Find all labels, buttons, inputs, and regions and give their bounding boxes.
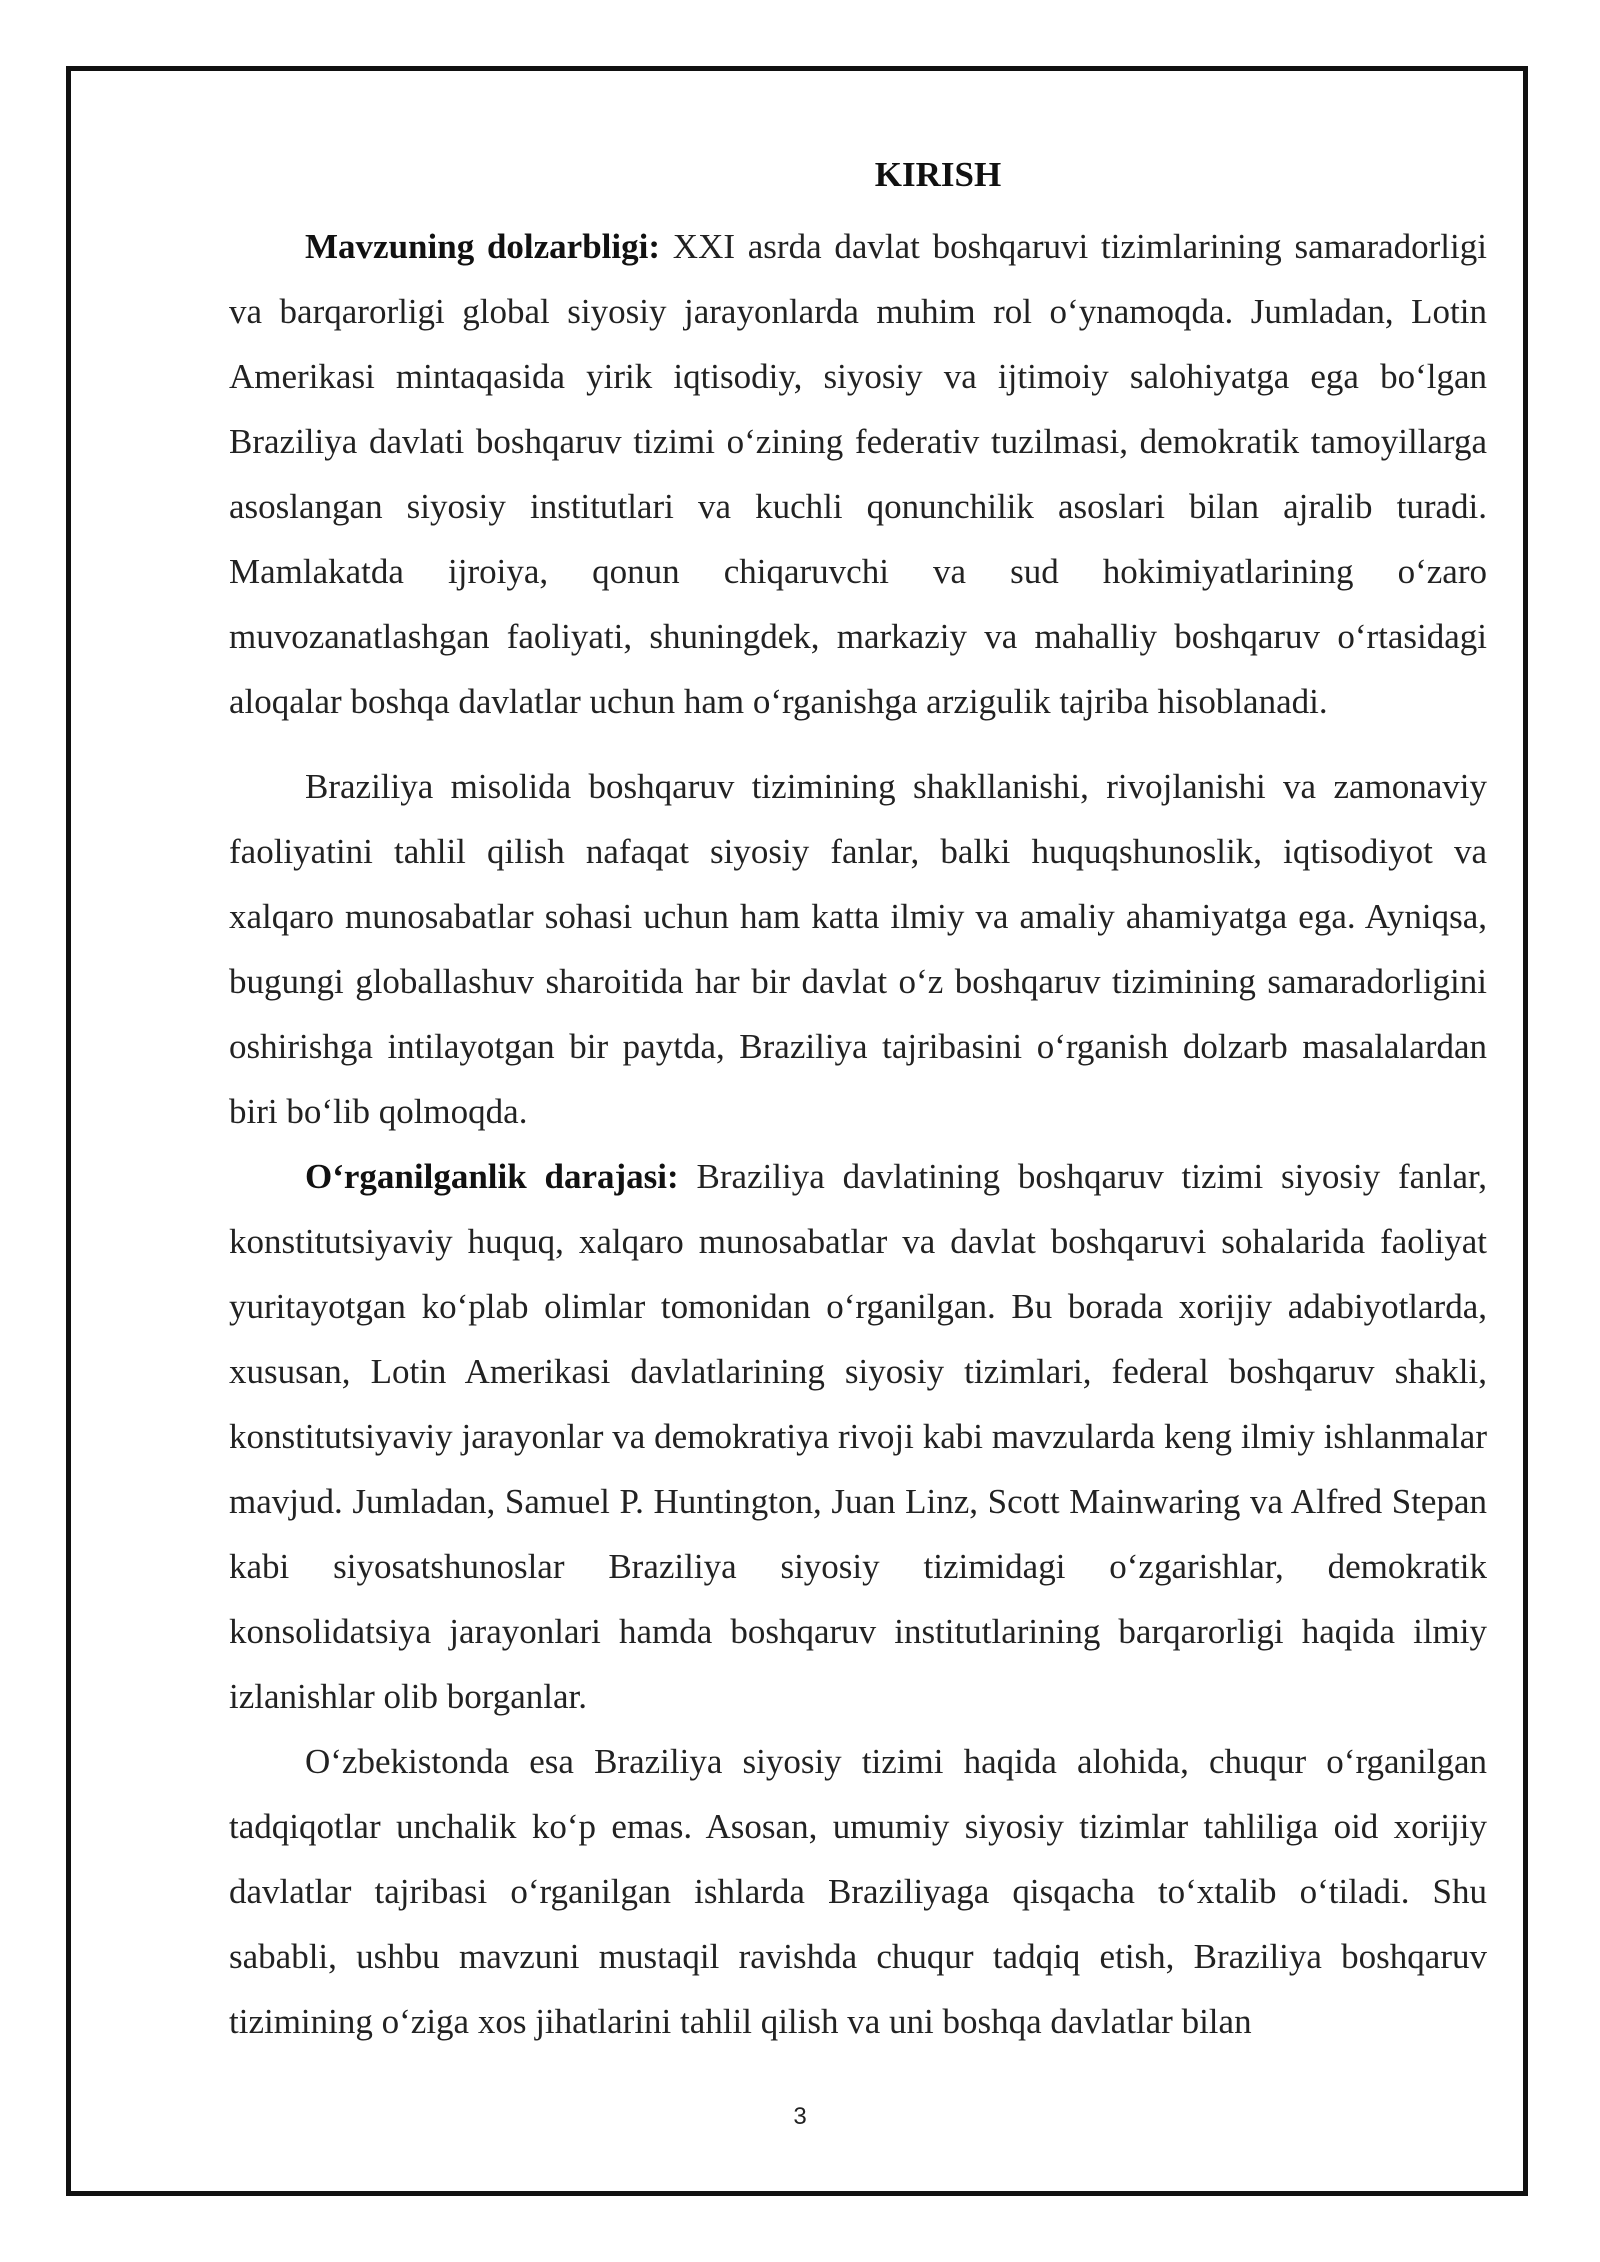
document-body (229, 150, 1487, 2054)
paragraph-brazil-analysis (229, 754, 1487, 1144)
paragraph-text: Oʻzbekistonda esa Braziliya siyosiy tizimi haqida alohida, chuqur oʻrganilgan tadqiqotlar unchalik koʻp emas. Asosan, umumiy siyosiy tizimlar tahliliga oid xorijiy davlatlar tajribasi oʻrganilgan ishlarda Braziliyaga qisqacha toʻxtalib oʻtiladi. Shu sababli, ushbu mavzuni mustaqil ravishda chuqur tadqiq etish, Braziliya boshqaruv tizimining oʻziga xos jihatlarini tahlil qilish va uni boshqa davlatlar bilan (229, 1742, 1487, 2041)
paragraph-study-level (229, 1144, 1487, 1729)
paragraph-text: Braziliya davlatining boshqaruv tizimi siyosiy fanlar, konstitutsiyaviy huquq, xalqaro munosabatlar va davlat boshqaruvi sohalarida faoliyat yuritayotgan koʻplab olimlar tomonidan oʻrganilgan. Bu borada xorijiy adabiyotlarda, xususan, Lotin Amerikasi davlatlarining siyosiy tizimlari, federal boshqaruv shakli, konstitutsiyaviy jarayonlar va demokratiya rivoji kabi mavzularda keng ilmiy ishlanmalar mavjud. Jumladan, Samuel P. Huntington, Juan Linz, Scott Mainwaring va Alfred Stepan kabi siyosatshunoslar Braziliya siyosiy tizimidagi oʻzgarishlar, demokratik konsolidatsiya jarayonlari hamda boshqaruv institutlarining barqarorligi haqida ilmiy izlanishlar olib borganlar. (229, 1157, 1487, 1716)
paragraph-text: XXI asrda davlat boshqaruvi tizimlarining samaradorligi va barqarorligi global siyosiy jarayonlarda muhim rol oʻynamoqda. Jumladan, Lotin Amerikasi mintaqasida yirik iqtisodiy, siyosiy va ijtimoiy salohiyatga ega boʻlgan Braziliya davlati boshqaruv tizimi oʻzining federativ tuzilmasi, demokratik tamoyillarga asoslangan siyosiy institutlari va kuchli qonunchilik asoslari bilan ajralib turadi. Mamlakatda ijroiya, qonun chiqaruvchi va sud hokimiyatlarining oʻzaro muvozanatlashgan faoliyati, shuningdek, markaziy va mahalliy boshqaruv oʻrtasidagi aloqalar boshqa davlatlar uchun ham oʻrganishga arzigulik tajriba hisoblanadi. (229, 227, 1487, 721)
paragraph-uzbekistan-research (229, 1729, 1487, 2054)
section-title: KIRISH (874, 155, 1002, 194)
paragraph-relevance (229, 214, 1487, 734)
paragraph-text: Braziliya misolida boshqaruv tizimining shakllanishi, rivojlanishi va zamonaviy faoliyatini tahlil qilish nafaqat siyosiy fanlar, balki huquqshunoslik, iqtisodiyot va xalqaro munosabatlar sohasi uchun ham katta ilmiy va amaliy ahamiyatga ega. Ayniqsa, bugungi globallashuv sharoitida har bir davlat oʻz boshqaruv tizimining samaradorligini oshirishga intilayotgan bir paytda, Braziliya tajribasini oʻrganish dolzarb masalalardan biri boʻlib qolmoqda. (229, 767, 1487, 1131)
paragraph-lead: Oʻrganilganlik darajasi: (305, 1157, 679, 1196)
paragraph-lead: Mavzuning dolzarbligi: (305, 227, 661, 266)
page-number: 3 (793, 2103, 807, 2130)
